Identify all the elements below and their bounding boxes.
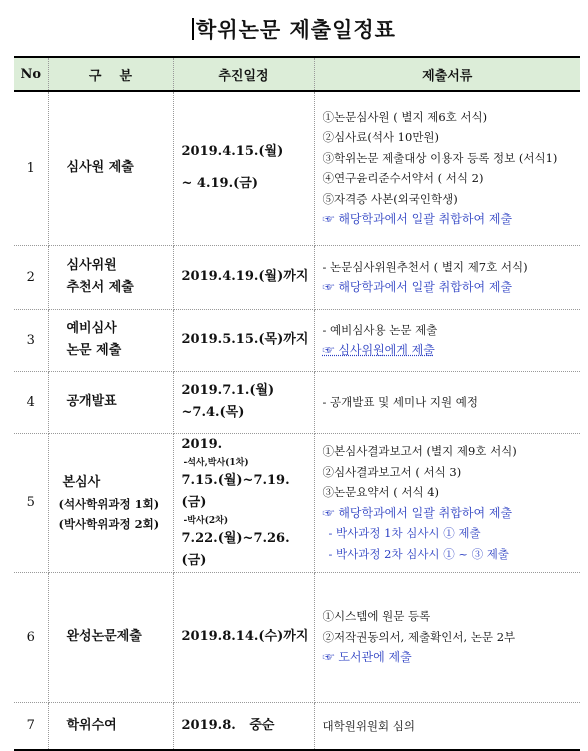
row-documents: [314, 245, 580, 309]
header-documents: 제출서류: [314, 57, 580, 91]
schedule-line: 2019.4.15.(월): [181, 144, 284, 160]
row-no: 7: [14, 702, 48, 750]
pointing-hand-note: ☞ 심사위원에게 제출: [322, 343, 435, 357]
schedule-line: -석사,박사(1차): [183, 457, 249, 468]
row-category: [48, 572, 173, 702]
pointing-hand-note: ☞ 해당학과에서 일괄 취합하여 제출: [322, 505, 513, 520]
row-category: [48, 702, 173, 750]
row-no: 6: [14, 572, 48, 702]
document-line: - 공개발표 및 세미나 지원 예정: [322, 394, 478, 409]
document-line: 대학원위원회 심의: [322, 718, 416, 733]
schedule-line: 2019.5.15.(목)까지: [181, 332, 309, 347]
row-category: [48, 433, 173, 572]
schedule-line: 2019.8.14.(수)까지: [181, 629, 309, 644]
row-no: 1: [14, 91, 48, 245]
schedule-line: -박사(2차): [183, 515, 229, 526]
document-line: ④연구윤리준수서약서 ( 서식 2): [322, 171, 484, 186]
row-documents: [314, 371, 580, 433]
document-line: - 박사과정 2차 심사시 ① ~ ③ 제출: [328, 546, 510, 561]
document-line: ②심사결과보고서 ( 서식 3): [322, 464, 462, 479]
document-line: ②심사료(석사 10만원): [322, 130, 440, 145]
title-bar: [192, 18, 194, 40]
page-title: [0, 14, 588, 44]
schedule-line: ~ 4.19.(금): [181, 176, 258, 192]
row-category: [48, 309, 173, 371]
row-documents: [314, 702, 580, 750]
document-line: ⑤자격증 사본(외국인학생): [322, 191, 458, 206]
schedule-line: 7.22.(월)~7.26.(금): [181, 530, 290, 568]
row-schedule: [173, 91, 314, 245]
document-line: ②저작권동의서, 제출확인서, 논문 2부: [322, 629, 516, 644]
category-line: 심사위원: [66, 258, 117, 273]
schedule-line: 2019.7.1.(월): [181, 383, 275, 398]
row-no: 5: [14, 433, 48, 572]
category-line: 심사원 제출: [66, 160, 134, 176]
schedule-line: 2019.8. 중순: [181, 717, 275, 733]
document-line: ①논문심사원 ( 별지 제6호 서식): [322, 109, 488, 124]
row-schedule: [173, 702, 314, 750]
row-schedule: [173, 572, 314, 702]
header-category: 구 분: [48, 57, 173, 91]
row-category: [48, 371, 173, 433]
pointing-hand-note: ☞ 해당학과에서 일괄 취합하여 제출: [322, 212, 513, 227]
row-schedule: [173, 433, 314, 572]
document-line: - 예비심사용 논문 제출: [322, 322, 438, 337]
row-category: [48, 245, 173, 309]
category-line: 본심사: [62, 474, 101, 490]
category-line: 공개발표: [66, 394, 117, 409]
table-row: [14, 702, 580, 750]
table-row: [14, 433, 580, 572]
document-line: ③논문요약서 ( 서식 4): [322, 485, 440, 499]
row-documents: [314, 91, 580, 245]
document-line: ①본심사결과보고서 (별지 제9호 서식): [322, 444, 517, 458]
schedule-table: [14, 56, 580, 751]
pointing-hand-note: ☞ 도서관에 제출: [322, 650, 412, 665]
category-line: 예비심사: [66, 321, 117, 336]
table-row: [14, 91, 580, 245]
row-documents: [314, 433, 580, 572]
document-line: - 박사과정 1차 심사시 ① 제출: [328, 526, 481, 540]
table-row: [14, 371, 580, 433]
row-no: 4: [14, 371, 48, 433]
schedule-line: 2019.: [181, 436, 223, 452]
pointing-hand-note: ☞ 해당학과에서 일괄 취합하여 제출: [322, 280, 513, 294]
header-schedule: 추진일정: [173, 57, 314, 91]
row-schedule: [173, 245, 314, 309]
table-header-row: [14, 57, 580, 91]
row-no: 2: [14, 245, 48, 309]
table-row: [14, 309, 580, 371]
schedule-line: 2019.4.19.(월)까지: [181, 269, 309, 284]
document-line: ③학위논문 제출대상 이용자 등록 정보 (서식1): [322, 150, 558, 165]
row-documents: [314, 572, 580, 702]
schedule-line: ~7.4.(목): [181, 405, 245, 420]
header-no: No: [14, 57, 48, 91]
row-documents: [314, 309, 580, 371]
table-row: [14, 245, 580, 309]
document-line: ①시스템에 원문 등록: [322, 609, 431, 624]
row-schedule: [173, 309, 314, 371]
page-title-text: 학위논문 제출일정표: [196, 18, 396, 42]
row-category: [48, 91, 173, 245]
category-line: 논문 제출: [66, 343, 122, 358]
document-line: - 논문심사위원추천서 ( 별지 제7호 서식): [322, 259, 528, 274]
category-line: 추천서 제출: [66, 280, 134, 295]
table-row: [14, 572, 580, 702]
category-line: (석사학위과정 1회): [58, 496, 160, 511]
category-line: (박사학위과정 2회): [58, 516, 160, 531]
row-no: 3: [14, 309, 48, 371]
category-line: 완성논문제출: [66, 629, 142, 644]
schedule-line: 7.15.(월)~7.19.(금): [181, 472, 290, 510]
category-line: 학위수여: [66, 717, 117, 733]
row-schedule: [173, 371, 314, 433]
